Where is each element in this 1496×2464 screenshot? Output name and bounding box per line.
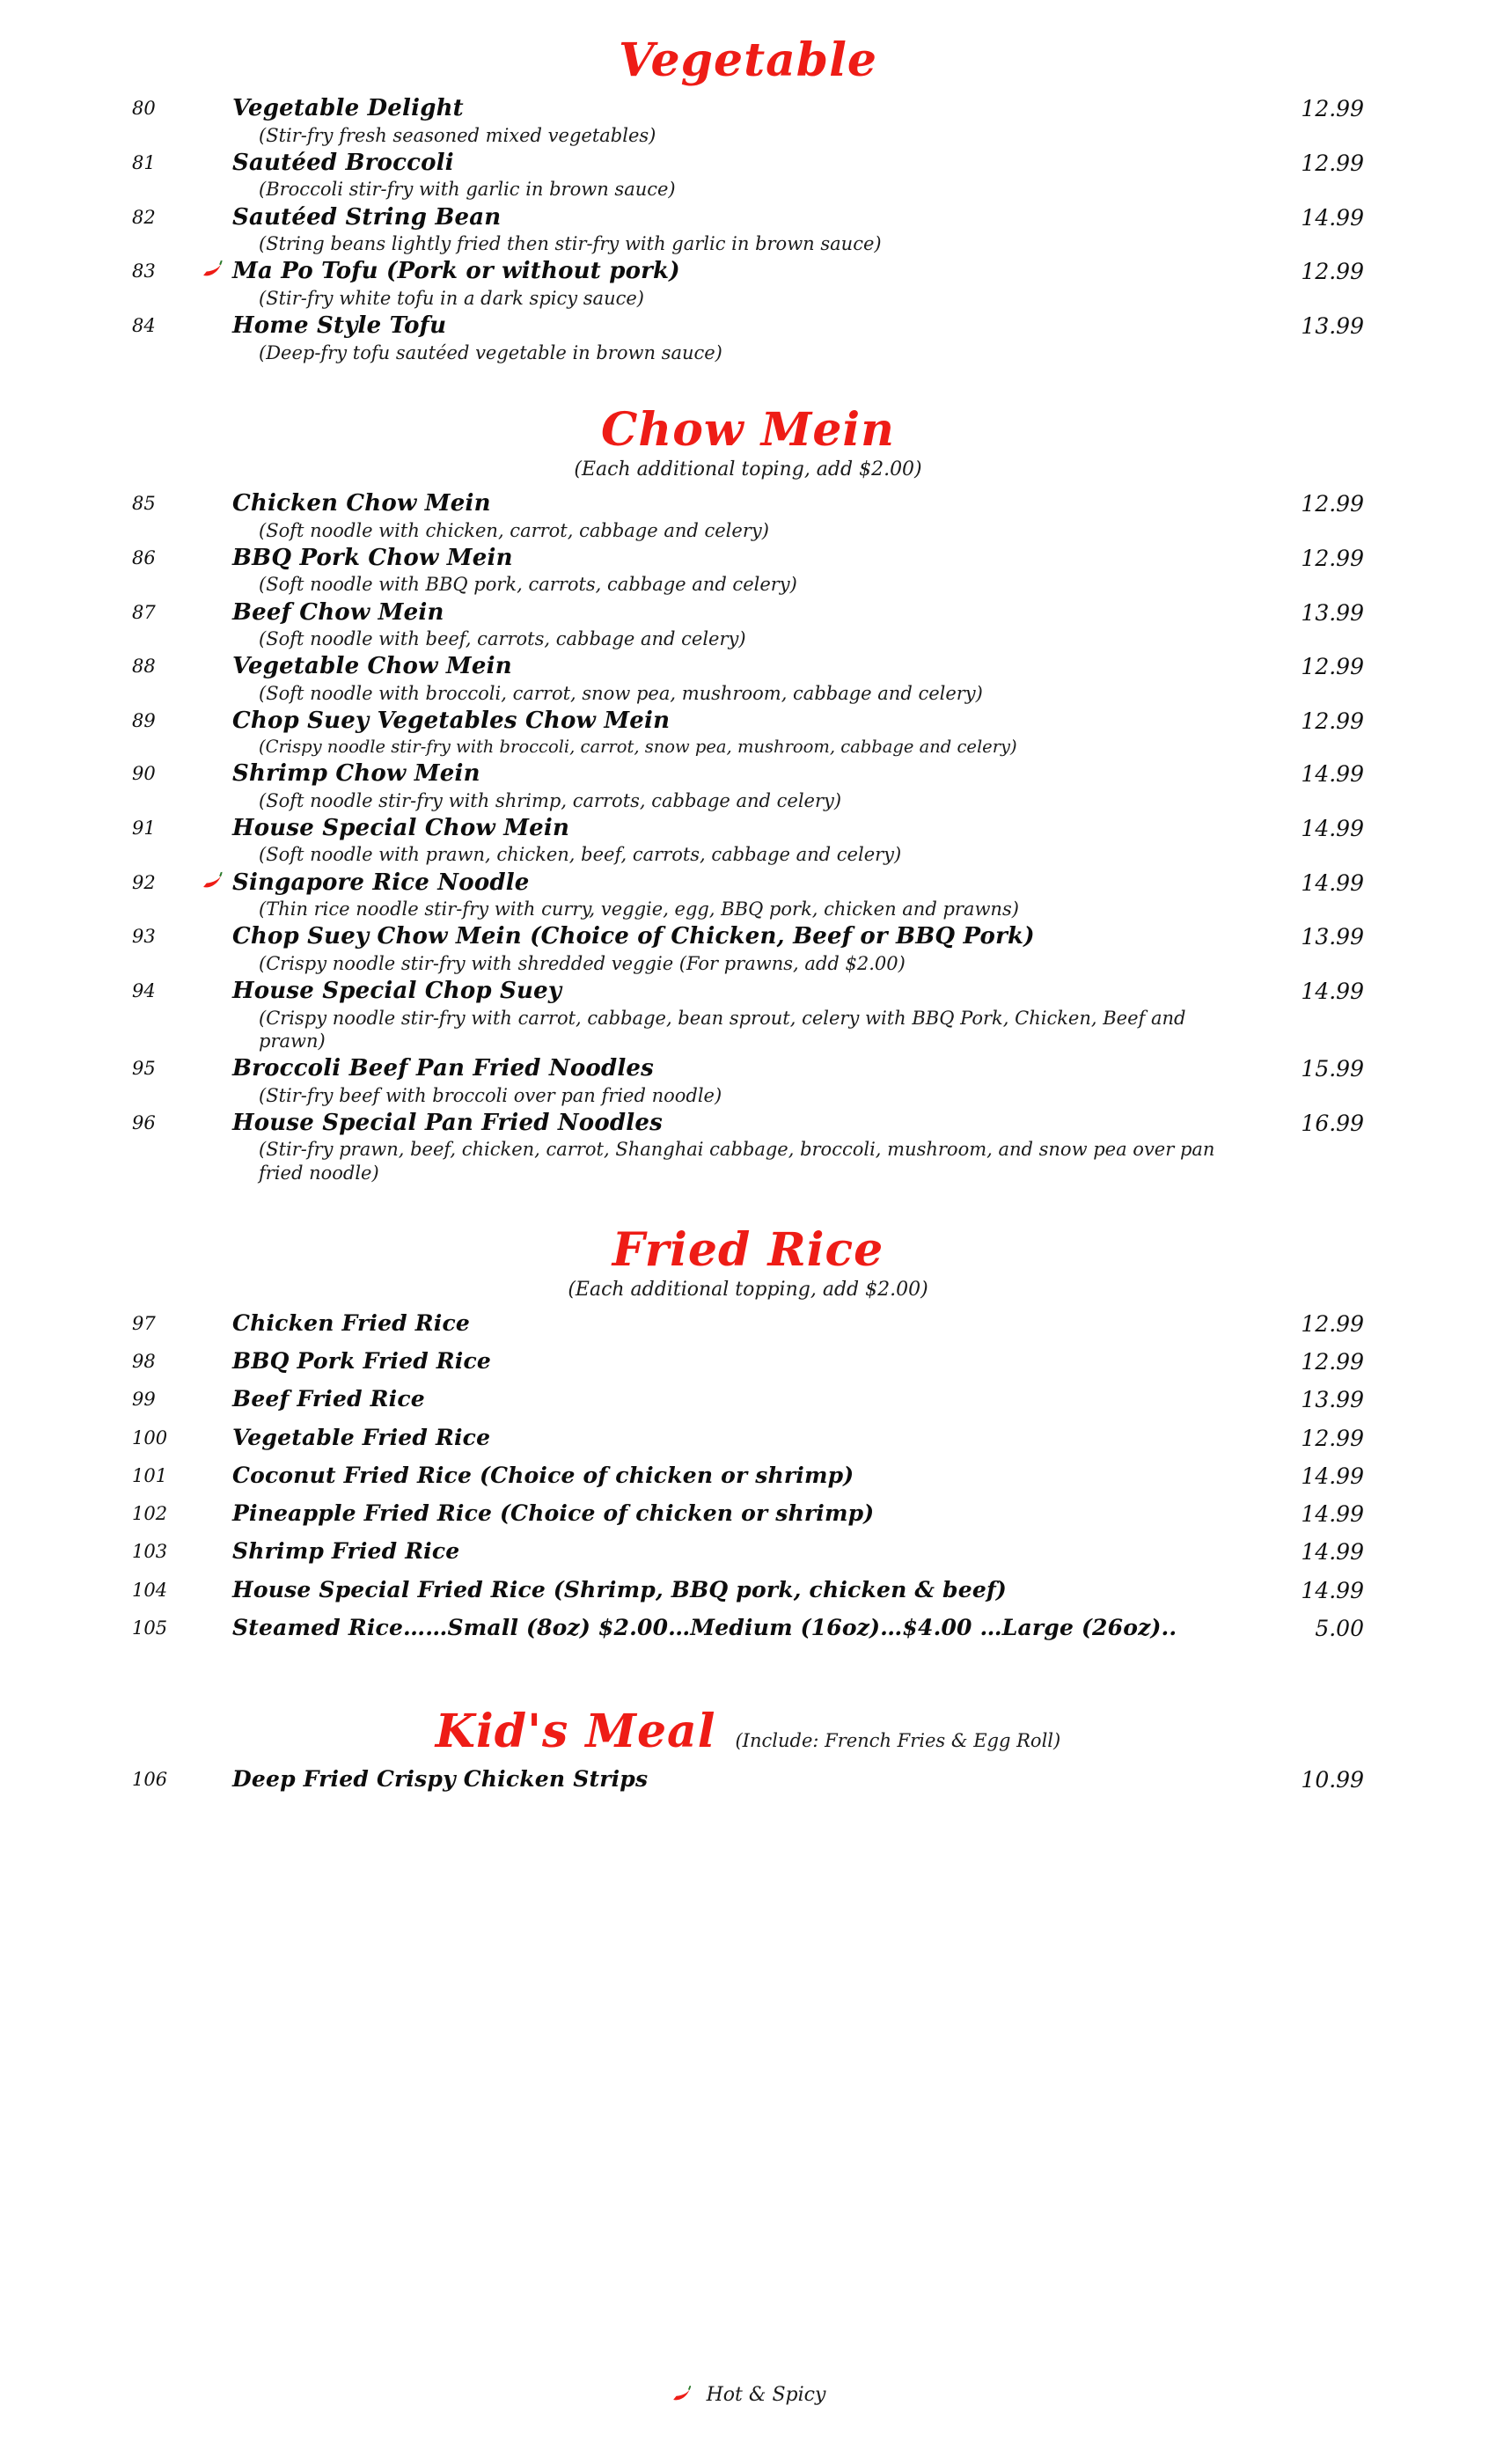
menu-item [132, 759, 1364, 812]
section-title-chow-mein: Chow Mein [601, 402, 895, 457]
item-description: (Soft noodle with beef, carrots, cabbage and celery) [259, 628, 746, 650]
item-number: 91 [132, 817, 156, 839]
item-description: (Crispy noodle stir-fry with carrot, cabbage, bean sprout, celery with BBQ Pork, Chicken, Beef and prawn) [259, 1007, 1186, 1052]
item-price: 14.99 [1301, 1577, 1364, 1603]
chili-pepper-icon [198, 869, 227, 894]
chili-slot [201, 203, 232, 209]
chili-slot [201, 1500, 232, 1505]
menu-item [132, 94, 1364, 147]
menu-item [132, 1614, 1364, 1641]
item-price: 12.99 [1301, 1310, 1364, 1337]
menu-item [132, 489, 1364, 542]
item-price: 13.99 [1301, 924, 1364, 950]
item-name: Chop Suey Chow Mein (Choice of Chicken, Beef or BBQ Pork) [232, 923, 1035, 950]
item-price: 10.99 [1301, 1767, 1364, 1793]
chili-slot [201, 759, 232, 765]
menu-item [132, 922, 1364, 975]
chili-slot [201, 257, 232, 280]
item-price: 13.99 [1301, 1387, 1364, 1413]
menu-item [132, 1424, 1364, 1451]
chili-slot [201, 977, 232, 982]
item-name: Beef Fried Rice [232, 1386, 425, 1412]
section-items-kids-meal [132, 1765, 1364, 1793]
section-note-fried-rice: (Each additional topping, add $2.00) [568, 1278, 928, 1301]
menu-item [132, 1109, 1364, 1184]
item-price: 12.99 [1301, 545, 1364, 571]
item-name: Coconut Fried Rice (Choice of chicken or shrimp) [232, 1462, 854, 1488]
item-description: (Stir-fry beef with broccoli over pan fried noodle) [259, 1084, 722, 1106]
chili-slot [201, 1424, 232, 1429]
item-price: 12.99 [1301, 1349, 1364, 1375]
item-description: (Deep-fry tofu sautéed vegetable in brown sauce) [259, 341, 722, 363]
item-name: Shrimp Fried Rice [232, 1538, 460, 1565]
item-price: 14.99 [1301, 204, 1364, 231]
menu-item [132, 1054, 1364, 1107]
menu-item [132, 149, 1364, 202]
chili-slot [201, 1462, 232, 1467]
menu-item [132, 598, 1364, 651]
item-price: 14.99 [1301, 1463, 1364, 1489]
chili-slot [201, 814, 232, 819]
item-name: Ma Po Tofu (Pork or without pork) [232, 258, 680, 285]
item-price: 14.99 [1301, 979, 1364, 1004]
item-name: House Special Pan Fried Noodles [232, 1109, 663, 1136]
item-number: 106 [132, 1769, 168, 1791]
item-price: 13.99 [1301, 599, 1364, 626]
item-price: 13.99 [1301, 313, 1364, 340]
chili-slot [201, 1309, 232, 1315]
item-number: 89 [132, 710, 156, 732]
chili-slot [201, 652, 232, 657]
section-items-chow-mein [132, 489, 1364, 1184]
item-number: 90 [132, 763, 156, 784]
item-number: 94 [132, 980, 156, 1001]
chili-slot [201, 869, 232, 891]
menu-item [132, 1537, 1364, 1565]
item-number: 82 [132, 206, 156, 228]
menu-item [132, 1576, 1364, 1603]
item-name: Chicken Fried Rice [232, 1309, 470, 1336]
item-number: 105 [132, 1617, 168, 1639]
item-name: BBQ Pork Chow Mein [232, 544, 513, 571]
menu-item [132, 707, 1364, 758]
item-price: 15.99 [1301, 1056, 1364, 1082]
item-name: Chicken Chow Mein [232, 490, 491, 517]
menu-item [132, 257, 1364, 310]
item-name: Vegetable Delight [232, 95, 464, 122]
item-description: (Soft noodle with BBQ pork, carrots, cabbage and celery) [259, 574, 797, 596]
item-description: (Crispy noodle stir-fry with broccoli, carrot, snow pea, mushroom, cabbage and celery) [259, 736, 1017, 757]
item-number: 87 [132, 601, 156, 623]
chili-slot [201, 1576, 232, 1581]
chili-slot [201, 707, 232, 712]
menu-item [132, 203, 1364, 256]
chili-pepper-icon [198, 259, 227, 283]
menu-item [132, 1462, 1364, 1489]
item-price: 12.99 [1301, 491, 1364, 517]
item-description: (Stir-fry white tofu in a dark spicy sauce) [259, 287, 644, 309]
menu-item [132, 1765, 1364, 1793]
item-name: BBQ Pork Fried Rice [232, 1348, 492, 1375]
item-number: 100 [132, 1426, 168, 1448]
menu-item [132, 652, 1364, 705]
item-number: 101 [132, 1464, 168, 1486]
menu-item [132, 977, 1364, 1052]
chili-pepper-icon [667, 2380, 696, 2409]
item-number: 98 [132, 1351, 156, 1373]
item-name: Sautéed String Bean [232, 203, 502, 231]
item-number: 102 [132, 1503, 168, 1525]
item-name: Singapore Rice Noodle [232, 869, 530, 896]
section-title-vegetable: Vegetable [618, 33, 877, 87]
item-name: Beef Chow Mein [232, 598, 444, 626]
chili-slot [201, 1614, 232, 1619]
section-title-kids-meal: Kid's Meal [435, 1705, 716, 1759]
menu-item [132, 312, 1364, 364]
section-items-vegetable [132, 94, 1364, 364]
item-description: (Soft noodle with broccoli, carrot, snow pea, mushroom, cabbage and celery) [259, 682, 983, 704]
item-number: 84 [132, 315, 156, 337]
chili-slot [201, 1385, 232, 1390]
item-name: Home Style Tofu [232, 312, 447, 340]
chili-slot [201, 1537, 232, 1543]
chili-slot [201, 312, 232, 317]
chili-slot [201, 544, 232, 549]
section-items-fried-rice [132, 1309, 1364, 1641]
item-description: (Stir-fry prawn, beef, chicken, carrot, Shanghai cabbage, broccoli, mushroom, and snow pea over pan fried noodle) [259, 1139, 1215, 1184]
section-header-kids-meal [132, 1705, 1364, 1759]
item-description: (Soft noodle stir-fry with shrimp, carrots, cabbage and celery) [259, 789, 842, 811]
item-number: 96 [132, 1111, 156, 1133]
item-price: 14.99 [1301, 1539, 1364, 1566]
item-number: 88 [132, 656, 156, 678]
item-number: 80 [132, 98, 156, 120]
item-price: 14.99 [1301, 815, 1364, 841]
item-name: Pineapple Fried Rice (Choice of chicken or shrimp) [232, 1500, 875, 1527]
item-name: Deep Fried Crispy Chicken Strips [232, 1766, 649, 1793]
item-price: 5.00 [1315, 1615, 1364, 1641]
menu-item [132, 1500, 1364, 1527]
item-number: 83 [132, 260, 156, 282]
item-price: 14.99 [1301, 1501, 1364, 1528]
chili-slot [201, 149, 232, 154]
item-price: 12.99 [1301, 96, 1364, 122]
item-description: (Stir-fry fresh seasoned mixed vegetables) [259, 124, 656, 146]
chili-slot [201, 922, 232, 928]
item-number: 104 [132, 1579, 168, 1601]
item-number: 81 [132, 151, 156, 173]
menu-item [132, 869, 1364, 921]
item-description: (Crispy noodle stir-fry with shredded veggie (For prawns, add $2.00) [259, 952, 906, 974]
chili-slot [201, 598, 232, 604]
item-number: 95 [132, 1058, 156, 1079]
item-number: 99 [132, 1389, 156, 1411]
item-description: (Soft noodle with chicken, carrot, cabbage and celery) [259, 519, 769, 541]
item-name: Broccoli Beef Pan Fried Noodles [232, 1055, 655, 1082]
chili-slot [201, 1347, 232, 1353]
item-name: Sautéed Broccoli [232, 149, 454, 176]
item-price: 16.99 [1301, 1110, 1364, 1136]
item-description: (Broccoli stir-fry with garlic in brown sauce) [259, 179, 676, 201]
item-price: 12.99 [1301, 1425, 1364, 1451]
item-description: (Thin rice noodle stir-fry with curry, veggie, egg, BBQ pork, chicken and prawns) [259, 898, 1019, 920]
chili-slot [201, 1765, 232, 1771]
chili-slot [201, 1109, 232, 1114]
item-price: 14.99 [1301, 761, 1364, 787]
item-price: 12.99 [1301, 708, 1364, 735]
item-description: (Soft noodle with prawn, chicken, beef, carrots, cabbage and celery) [259, 844, 902, 866]
item-number: 92 [132, 871, 156, 893]
chili-slot [201, 94, 232, 99]
menu-item [132, 1309, 1364, 1337]
item-price: 12.99 [1301, 259, 1364, 285]
chili-slot [201, 489, 232, 495]
item-number: 93 [132, 926, 156, 948]
item-number: 97 [132, 1312, 156, 1334]
menu-item [132, 1385, 1364, 1412]
item-number: 103 [132, 1541, 168, 1563]
section-note-chow-mein: (Each additional toping, add $2.00) [574, 458, 922, 481]
item-name: Chop Suey Vegetables Chow Mein [232, 708, 671, 735]
chili-slot [201, 1054, 232, 1060]
spicy-legend [0, 2384, 1496, 2406]
section-note-kids-meal: (Include: French Fries & Egg Roll) [735, 1730, 1061, 1752]
item-price: 12.99 [1301, 654, 1364, 680]
item-number: 86 [132, 546, 156, 568]
item-number: 85 [132, 493, 156, 515]
section-title-fried-rice: Fried Rice [612, 1222, 884, 1277]
item-description: (String beans lightly fried then stir-fry with garlic in brown sauce) [259, 233, 882, 255]
item-name: House Special Chow Mein [232, 814, 570, 841]
menu-item [132, 544, 1364, 597]
spicy-legend-label: Hot & Spicy [706, 2384, 826, 2406]
menu-item [132, 814, 1364, 867]
item-name: Shrimp Chow Mein [232, 760, 480, 787]
item-name: House Special Chop Suey [232, 978, 562, 1004]
item-name: Vegetable Chow Mein [232, 653, 512, 680]
item-price: 14.99 [1301, 869, 1364, 896]
item-name: House Special Fried Rice (Shrimp, BBQ pork, chicken & beef) [232, 1576, 1007, 1602]
item-price: 12.99 [1301, 150, 1364, 176]
item-name: Steamed Rice……Small (8oz) $2.00…Medium (16oz)…$4.00 …Large (26oz).. [232, 1614, 1177, 1640]
menu-item [132, 1347, 1364, 1375]
item-name: Vegetable Fried Rice [232, 1424, 491, 1450]
